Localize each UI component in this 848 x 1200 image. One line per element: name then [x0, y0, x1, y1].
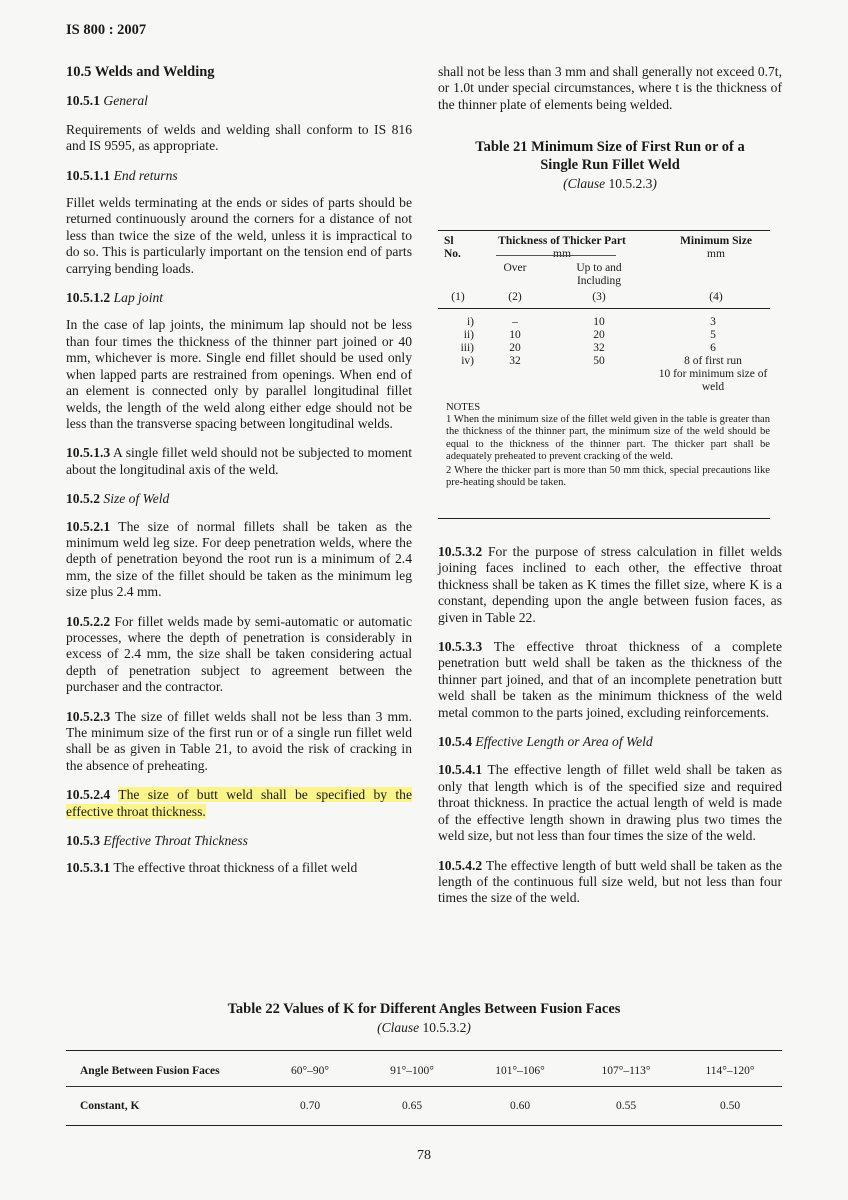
table21-clause: (Clause 10.5.2.3) [563, 176, 657, 191]
table-rule [438, 518, 770, 519]
table-cell: 0.55 [615, 1100, 637, 1112]
paragraph-lap-joint: In the case of lap joints, the minimum lap should not be less than four times the thickness of the thinner part joined or 40 mm, whichever is more. Single end fillet should be used only when lapped parts are restrained from openings. When end of an element is connected only by parallel longitudinal fillet welds, the length of the weld along either edge should not be less than the transverse spacing between longitudinal welds. [66, 317, 412, 431]
table-rule [66, 1050, 782, 1051]
col-num-3: (3) [592, 291, 606, 303]
paragraph-10-5-3-3: 10.5.3.3 The effective throat thickness of a complete penetration butt weld shall be taken as the thickness of the thinner part joined, and that of an incomplete penetration butt weld shall be taken as the minimum thickness of the weld metal common to the parts joined, excluding reinforcements. [438, 639, 783, 720]
right-column-top [438, 64, 782, 126]
table22 [66, 1050, 782, 1130]
highlighted-text: The size of butt weld shall be specified by the effective throat thickness. [66, 787, 412, 819]
standard-header: IS 800 : 2007 [66, 22, 147, 38]
right-column-bottom [438, 544, 782, 920]
table-col-min: 3 5 6 8 of first run 10 for minimum size of weld [658, 316, 768, 393]
subsection-heading: 10.5.3 Effective Throat Thickness [66, 833, 248, 849]
subsection-heading: 10.5.4 Effective Length or Area of Weld [438, 734, 653, 750]
table-cell: 0.65 [401, 1100, 423, 1112]
paragraph-10-5-2-1: 10.5.2.1 The size of normal fillets shall be taken as the minimum weld leg size. For deep penetration welds, where the depth of penetration beyond the root run is a minimum of 2.4 mm, the size of the fillet should be taken as the minimum leg size plus 2.4 mm. [66, 518, 413, 600]
table-rule [66, 1125, 782, 1126]
table-rule [438, 230, 770, 231]
table22-caption [66, 1000, 782, 1036]
paragraph-10-5-3-2: 10.5.3.2 For the purpose of stress calculation in fillet welds joining faces inclined to each other, the effective throat thickness shall be taken as K times the fillet size, where K is a constant, depending upon the angle between fusion faces, as given in Table 22. [438, 544, 782, 625]
paragraph-end-returns: Fillet welds terminating at the ends or sides of parts should be returned continuously around the corners for a distance of not less than twice the size of the weld, unless it is impractical to do so. This is particularly important on the tension end of parts carrying bending loads. [66, 195, 412, 276]
paragraph-10-5-1-3: 10.5.1.3 A single fillet weld should not be subjected to moment about the longitudinal axis of the weld. [66, 445, 412, 477]
table-cell: 107°–113° [601, 1065, 651, 1077]
paragraph-general: Requirements of welds and welding shall conform to IS 816 and IS 9595, as appropriate. [66, 121, 412, 154]
header-thickness: Thickness of Thicker Part mm [498, 235, 626, 260]
subsection-heading: 10.5.1.1 End returns [66, 167, 178, 183]
table-cell: 101°–106° [495, 1065, 545, 1077]
table-rule [438, 308, 770, 309]
col-num-2: (2) [508, 291, 522, 303]
header-over: Over [503, 262, 527, 274]
note-1: 1 When the minimum size of the fillet weld given in the table is greater than the thickness of the thinner part, the minimum size of the weld should be equal to the thickness of the thinner part. The thicker part shall be adequately preheated to prevent cracking of the weld. [446, 414, 770, 462]
paragraph-10-5-3-1: 10.5.3.1 The effective throat thickness of a fillet weld [66, 860, 358, 876]
section-heading [66, 64, 412, 80]
col-num-4: (4) [709, 291, 723, 303]
section-title: Welds and Welding [94, 64, 215, 80]
section-number: 10.5 [66, 64, 92, 80]
paragraph-10-5-2-2: 10.5.2.2 For fillet welds made by semi-automatic or automatic processes, where the depth of penetration is considerably in excess of 2.4 mm, the size shall be taken considering actual depth of penetration subject to agreement between the purchaser and the contractor. [66, 613, 412, 695]
note-2: 2 Where the thicker part is more than 50 mm thick, special precautions like pre-heating should be taken. [446, 465, 770, 489]
table-cell: 91°–100° [390, 1065, 434, 1077]
subsection-heading: 10.5.1 General [66, 93, 148, 109]
table21-title: Table 21 Minimum Size of First Run or of a Single Run Fillet Weld [475, 139, 745, 173]
table-rule [66, 1086, 782, 1087]
subsection-heading: 10.5.1.2 Lap joint [66, 290, 164, 306]
header-upto: Up to and Including [576, 262, 622, 287]
page-number: 78 [417, 1148, 431, 1163]
table-cell: 0.50 [719, 1100, 741, 1112]
table22-clause: (Clause 10.5.3.2) [377, 1020, 471, 1035]
table-cell: 0.70 [299, 1100, 321, 1112]
table-col-upto: 10 20 32 50 [593, 316, 605, 367]
subsection-heading: 10.5.2 Size of Weld [66, 491, 170, 507]
paragraph-10-5-4-1: 10.5.4.1 The effective length of fillet weld shall be taken as only that length which is of the specified size and required throat thickness. In practice the actual length of weld is made of the effective length shown in drawing plus two times the weld size, but not less than four times the size of the weld. [438, 762, 783, 844]
table-row-sl: i) ii) iii) iv) [460, 316, 474, 367]
table-cell: 0.60 [509, 1100, 531, 1112]
header-subrule [496, 255, 616, 256]
table-col-over: – 10 20 32 [509, 316, 521, 367]
table-cell: 60°–90° [291, 1065, 329, 1077]
left-column [66, 64, 412, 890]
paragraph-10-5-2-4: 10.5.2.4 The size of butt weld shall be specified by the effective throat thickness. [66, 787, 412, 819]
col-num-1: (1) [451, 291, 465, 303]
paragraph-continued: shall not be less than 3 mm and shall generally not exceed 0.7t, or 1.0t under special circumstances, where t is the thickness of the thinner plate of elements being welded. [438, 64, 782, 112]
table22-title: Table 22 Values of K for Different Angles Between Fusion Faces [227, 1001, 621, 1017]
paragraph-10-5-2-3: 10.5.2.3 The size of fillet welds shall not be less than 3 mm. The minimum size of the first run or of a single run fillet weld shall be as given in Table 21, to avoid the risk of cracking in the absence of preheating. [66, 708, 412, 773]
table21-notes: NOTES 1 When the minimum size of the fillet weld given in the table is greater than the thickness of the thinner part, the minimum size of the weld should be equal to the thickness of the thinner part. The thicker part shall be adequately preheated to prevent cracking of the weld. 2 Where the thicker part is more than 50 mm thick, special precautions like pre-heating should be taken. [446, 402, 770, 489]
row-label-constant: Constant, K [80, 1100, 140, 1112]
row-label-angle: Angle Between Fusion Faces [80, 1065, 220, 1077]
header-minimum-size: Minimum Size mm [680, 235, 752, 260]
table21-caption [438, 138, 782, 192]
header-sl: Sl No. [444, 235, 461, 260]
table-cell: 114°–120° [705, 1065, 755, 1077]
paragraph-10-5-4-2: 10.5.4.2 The effective length of butt weld shall be taken as the length of the continuous full size weld, but not less than four times the size of the weld. [438, 857, 782, 906]
